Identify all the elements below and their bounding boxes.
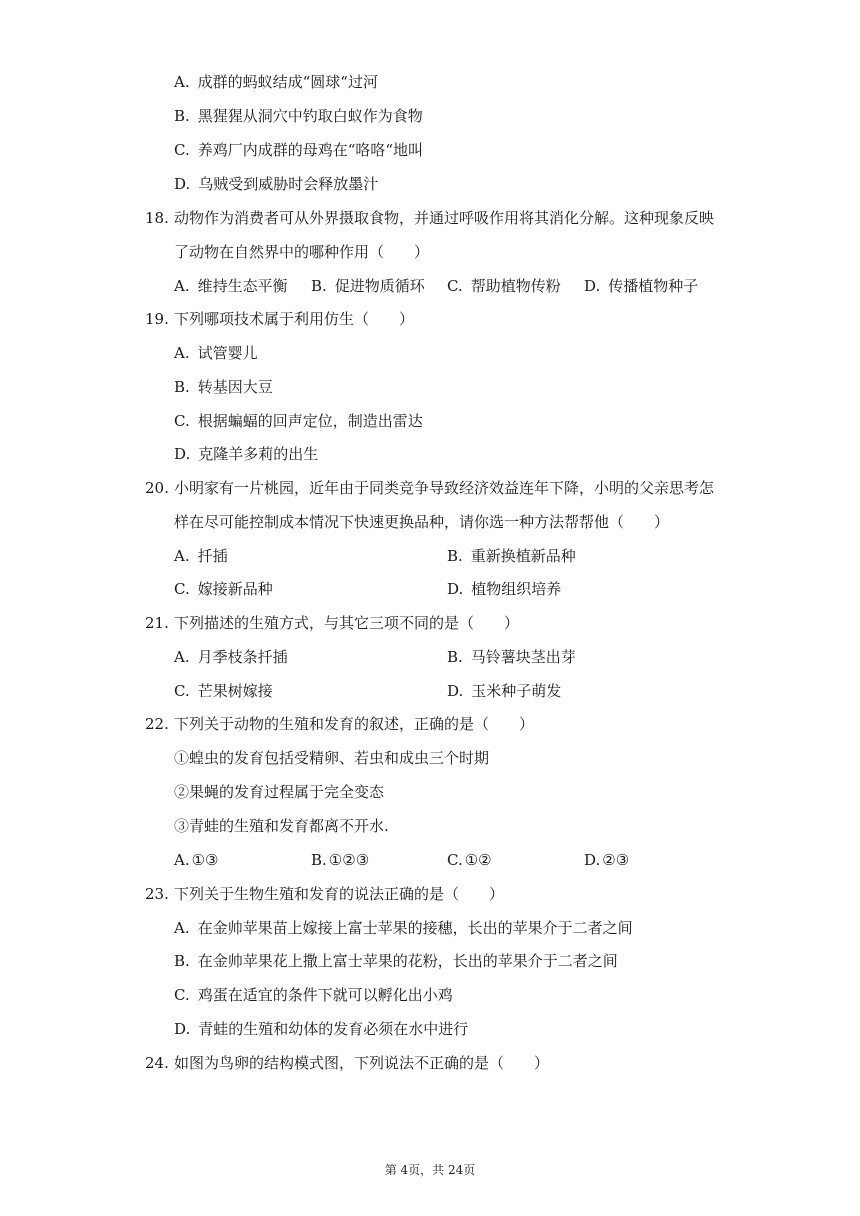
option-text: 扦插 — [197, 547, 228, 565]
option-text: 青蛙的生殖和幼体的发育必须在水中进行 — [198, 1020, 469, 1038]
q17-option-a — [174, 72, 378, 92]
option-text: ①② — [464, 851, 492, 869]
option-text: 在金帅苹果苗上嫁接上富士苹果的接穗，长出的苹果介于二者之间 — [197, 919, 633, 937]
option-text: 养鸡厂内成群的母鸡在“咯咯“地叫 — [197, 141, 424, 159]
question-number: 18. — [145, 209, 169, 227]
question-number: 24. — [145, 1054, 169, 1072]
option-text: ①②③ — [328, 851, 370, 869]
option-label: D. — [584, 277, 601, 295]
statement-2: ②果蝇的发育过程属于完全变态 — [174, 783, 385, 801]
option-text: 芒果树嫁接 — [197, 682, 273, 700]
option-label: C. — [174, 141, 190, 159]
q18-option-a — [174, 276, 288, 296]
question-number: 19. — [145, 310, 169, 328]
option-text: 转基因大豆 — [197, 378, 273, 396]
q17-option-c — [174, 140, 423, 160]
q20-option-d — [447, 579, 561, 599]
option-text: 根据蝙蝠的回声定位，制造出雷达 — [197, 412, 423, 430]
option-label: A. — [174, 919, 190, 937]
q22-option-a — [174, 850, 219, 870]
q21-option-d — [447, 681, 561, 701]
option-label: B. — [311, 277, 327, 295]
option-label: C. — [447, 851, 463, 869]
option-label: D. — [447, 682, 464, 700]
option-label: C. — [174, 986, 190, 1004]
q21-option-a — [174, 647, 288, 667]
option-label: B. — [174, 378, 190, 396]
option-text: 黑猩猩从洞穴中钓取白蚁作为食物 — [197, 107, 423, 125]
question-stem-continued: 样在尽可能控制成本情况下快速更换品种，请你选一种方法帮帮他（ ） — [174, 513, 670, 531]
option-label: B. — [174, 107, 190, 125]
q23-option-c — [174, 985, 453, 1005]
question-stem: 下列描述的生殖方式，与其它三项不同的是（ ） — [174, 614, 520, 632]
option-text: 玉米种子萌发 — [471, 682, 562, 700]
option-text: 克隆羊多莉的出生 — [198, 445, 319, 463]
option-label: A. — [174, 547, 190, 565]
option-text: 嫁接新品种 — [197, 580, 273, 598]
option-label: D. — [174, 445, 191, 463]
question-number: 20. — [145, 479, 169, 497]
option-label: B. — [447, 648, 463, 666]
question-number: 22. — [145, 715, 169, 733]
q17-option-d — [174, 174, 378, 194]
q22-option-d — [584, 850, 629, 870]
question-stem: 下列关于动物的生殖和发育的叙述，正确的是（ ） — [174, 715, 535, 733]
option-text: ①③ — [191, 851, 219, 869]
q18-option-d — [584, 276, 698, 296]
option-text: 成群的蚂蚁结成“圆球“过河 — [197, 73, 378, 91]
q20-option-a — [174, 546, 228, 566]
option-text: 月季枝条扦插 — [197, 648, 288, 666]
option-label: C. — [174, 580, 190, 598]
option-label: D. — [447, 580, 464, 598]
option-text: 试管婴儿 — [197, 344, 258, 362]
q23-option-a — [174, 918, 633, 938]
q18-option-b — [311, 276, 425, 296]
page-footer: 第 4页，共 24页 — [384, 1163, 476, 1177]
option-label: A. — [174, 73, 190, 91]
question-number: 21. — [145, 614, 169, 632]
option-label: B. — [311, 851, 327, 869]
option-label: D. — [174, 175, 191, 193]
q19-option-c — [174, 411, 423, 431]
option-text: 传播植物种子 — [608, 277, 699, 295]
q23-option-d — [174, 1019, 468, 1039]
option-label: A. — [174, 277, 190, 295]
q19-option-a — [174, 343, 258, 363]
option-text: 重新换植新品种 — [470, 547, 576, 565]
option-label: B. — [447, 547, 463, 565]
option-label: A. — [174, 344, 190, 362]
option-label: A. — [174, 648, 190, 666]
q17-option-b — [174, 106, 423, 126]
q22-option-b — [311, 850, 369, 870]
option-text: 促进物质循环 — [334, 277, 425, 295]
question-number: 23. — [145, 885, 169, 903]
option-label: C. — [447, 277, 463, 295]
statement-3: ③青蛙的生殖和发育都离不开水. — [174, 817, 389, 835]
option-text: 乌贼受到威胁时会释放墨汁 — [198, 175, 379, 193]
question-stem-continued: 了动物在自然界中的哪种作用（ ） — [174, 243, 430, 261]
option-text: 植物组织培养 — [471, 580, 562, 598]
q19-option-b — [174, 377, 273, 397]
option-label: D. — [174, 1020, 191, 1038]
option-text: 鸡蛋在适宜的条件下就可以孵化出小鸡 — [197, 986, 453, 1004]
option-text: ②③ — [602, 851, 630, 869]
question-stem: 动物作为消费者可从外界摄取食物，并通过呼吸作用将其消化分解。这种现象反映 — [174, 209, 715, 227]
q21-option-b — [447, 647, 576, 667]
q22-option-c — [447, 850, 492, 870]
option-label: C. — [174, 682, 190, 700]
q19-option-d — [174, 444, 318, 464]
option-label: D. — [584, 851, 601, 869]
option-text: 马铃薯块茎出芽 — [470, 648, 576, 666]
question-stem: 下列哪项技术属于利用仿生（ ） — [174, 310, 415, 328]
question-stem: 小明家有一片桃园，近年由于同类竞争导致经济效益连年下降，小明的父亲思考怎 — [174, 479, 715, 497]
option-text: 维持生态平衡 — [197, 277, 288, 295]
q20-option-b — [447, 546, 576, 566]
q18-option-c — [447, 276, 561, 296]
statement-1: ①蝗虫的发育包括受精卵、若虫和成虫三个时期 — [174, 749, 490, 767]
option-label: B. — [174, 952, 190, 970]
option-text: 帮助植物传粉 — [470, 277, 561, 295]
q21-option-c — [174, 681, 273, 701]
question-stem: 如图为鸟卵的结构模式图，下列说法不正确的是（ ） — [174, 1054, 550, 1072]
question-stem: 下列关于生物生殖和发育的说法正确的是（ ） — [174, 885, 505, 903]
q23-option-b — [174, 951, 618, 971]
option-label: A. — [174, 851, 190, 869]
option-text: 在金帅苹果花上撒上富士苹果的花粉，长出的苹果介于二者之间 — [197, 952, 618, 970]
q20-option-c — [174, 579, 273, 599]
option-label: C. — [174, 412, 190, 430]
